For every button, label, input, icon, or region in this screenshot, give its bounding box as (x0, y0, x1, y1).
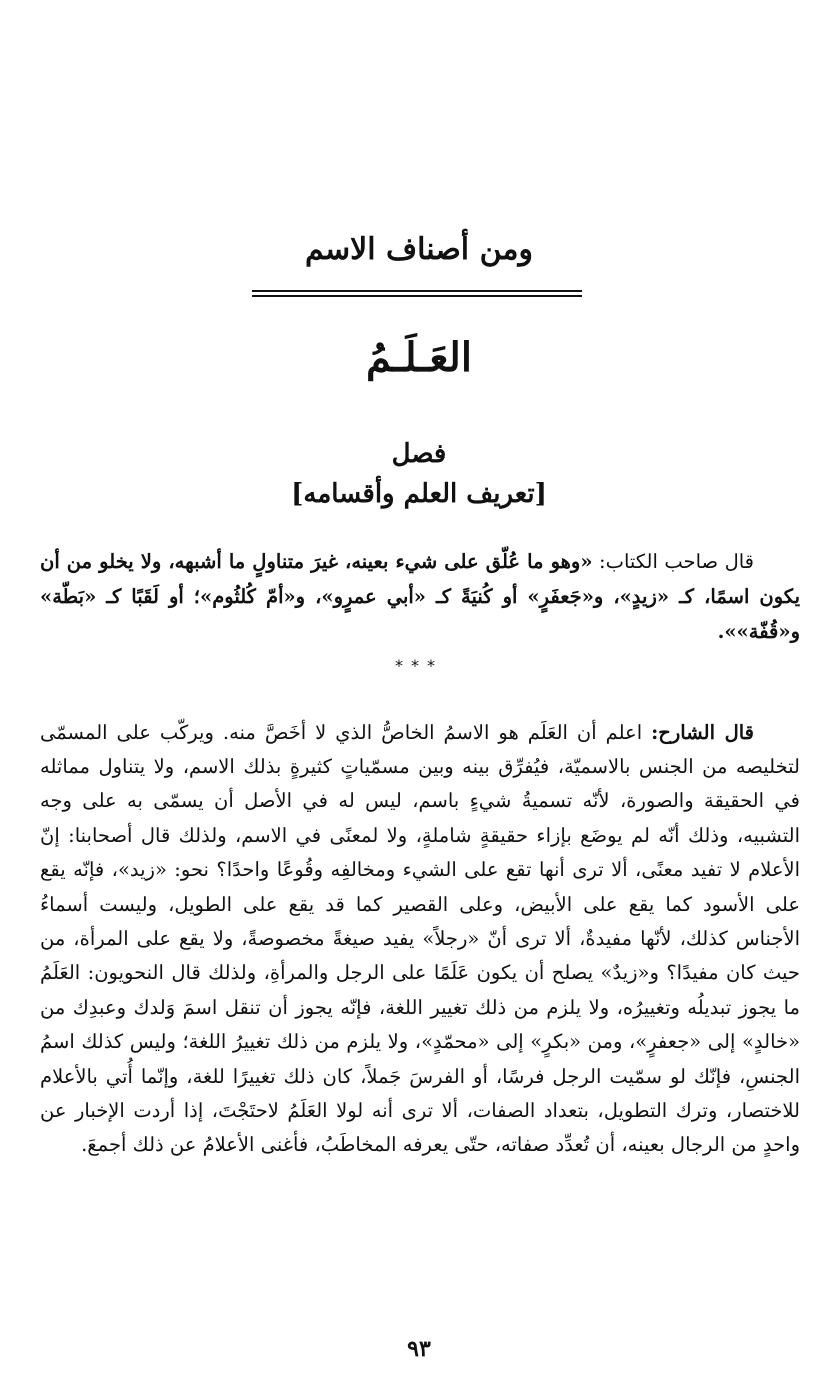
commentary-text: اعلم أن العَلَم هو الاسمُ الخاصُّ الذي لا أخَصَّ منه. ويركّب على المسمّى لتخليصه من الجنس بالاسميّة، فيُفرِّق بينه وبين مسمّياتٍ كثيرةٍ بذلك الاسم، ولا يتناول مماثله في الحقيقة والصورة، لأنّه تسميةُ شيءٍ باسم، ليس له في الأصل أن يسمّى به على وجه التشبيه، وذلك أنّه لم يوضَع بإزاء حقيقةٍ شاملةٍ، ولا لمعنًى في الاسم، ولذلك قال أصحابنا: إنّ الأعلام لا تفيد معنًى، ألا ترى أنها تقع على الشيء ومخالفِه وقُوعًا واحدًا؟ نحو: «زيد»، فإنّه يقع على الأسود كما يقع على الأبيض، وعلى القصير كما قد يقع على الطويل، وليست أسماءُ الأجناس كذلك، لأنّها مفيدةٌ، ألا ترى أنّ «رجلاً» يفيد صيغةً مخصوصةً، ولا يقع على المرأة، من حيث كان مفيدًا؟ و«زيدٌ» يصلح أن يكون عَلَمًا على الرجل والمرأةِ، ولذلك قال النحويون: العَلَمُ ما يجوز تبديلُه وتغييرُه، ولا يلزم من ذلك تغيير اللغة، فإنّه يجوز أن تنقل اسمَ وَلدك وعبدِك من «خالدٍ» إلى «جعفرٍ»، ومن «بكرٍ» إلى «محمّدٍ»، ولا يلزم من ذلك تغييرُ اللغة؛ وليس كذلك اسمُ الجنسِ، فإنّك لو سمّيت الرجل فرسًا، أو الفرسَ جَملاً، كان ذلك تغييرًا للغة، وإنّما أُتي بالأعلام للاختصار، وترك التطويل، بتعداد الصفات، ألا ترى أنه لولا العَلَمُ لاحتَجْتَ، إذا أردت الإخبار عن واحدٍ من الرجال بعينه، أن تُعدِّد صفاته، حتّى يعرفه المخاطَبُ، فأغنى الأعلامُ عن ذلك أجمعَ. (40, 720, 800, 1157)
commentary-speaker: قال الشارح: (651, 720, 754, 744)
quote-text: «وهو ما عُلّق على شيء بعينه، غيرَ متناولٍ ما أشبهه، ولا يخلو من أن يكون اسمًا، كـ «زيدٍ»، و«جَعفَرٍ» أو كُنيَةً كـ «أبي عمرٍو»، و«أمّ كُلثُوم»؛ أو لَقَبًا كـ «بَطّة» و«قُفّة»». (40, 549, 800, 643)
page-number: ٩٣ (407, 1336, 431, 1362)
subsection-title: [تعريف العلم وأقسامه] (291, 479, 547, 509)
section-heading: ومن أصناف الاسم (305, 232, 533, 267)
chapter-title: العَـلَـمُ (366, 334, 472, 381)
asterisk-separator: *** (395, 656, 443, 675)
quote-intro: قال صاحب الكتاب: (592, 549, 755, 573)
fasl-heading: فصل (391, 439, 447, 469)
double-rule-divider (252, 290, 582, 297)
commentary-paragraph (40, 716, 800, 1163)
author-quote-paragraph (40, 544, 800, 649)
